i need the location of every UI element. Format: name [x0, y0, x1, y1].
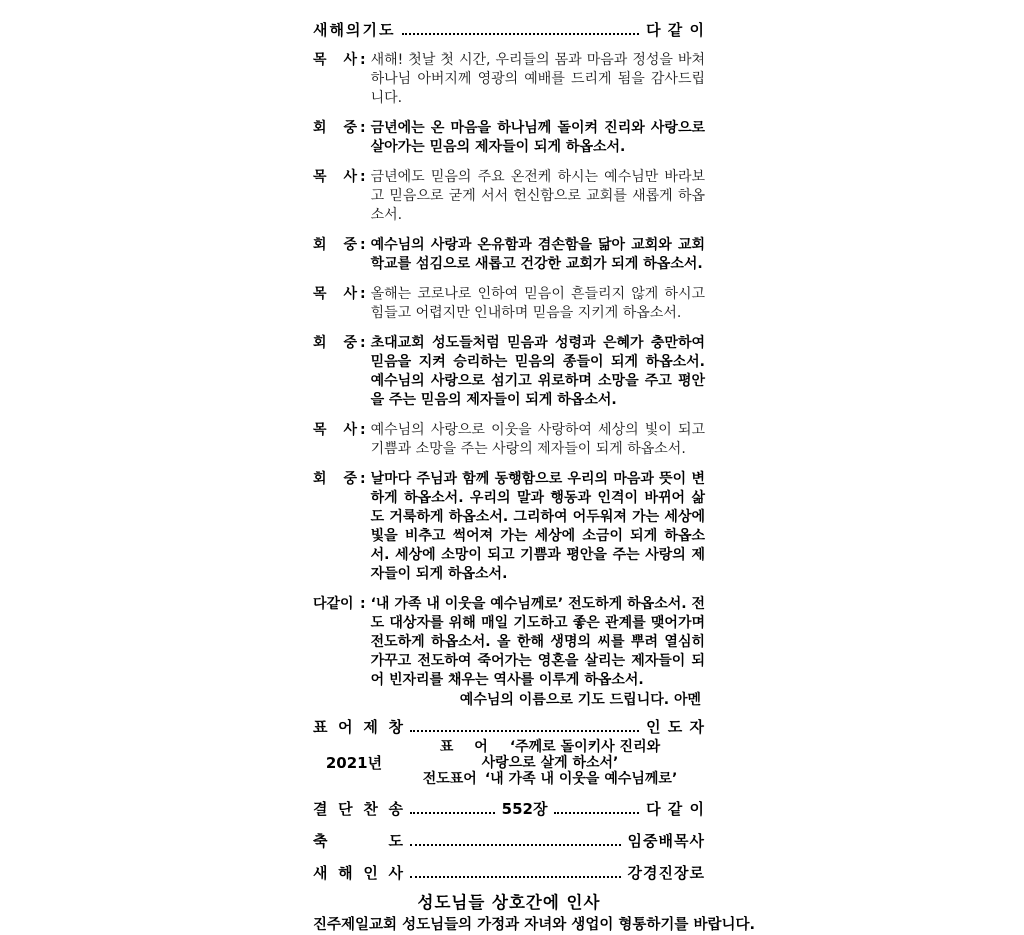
- dotted-leader: [410, 835, 621, 846]
- new-year-greeting-performer: 강경진장로: [627, 864, 705, 882]
- motto-recitation-title: 표 어 제 창: [313, 718, 403, 736]
- motto-recitation-heading: [313, 717, 705, 737]
- speaker-label: 목 사: [313, 169, 357, 185]
- speaker-label: 회 중: [313, 120, 357, 136]
- response-pastor-4: [313, 421, 705, 459]
- response-congregation-1: [313, 119, 705, 157]
- speaker-colon: :: [360, 335, 366, 351]
- response-text: 금년에도 믿음의 주요 온전케 하시는 예수님만 바라보고 믿음으로 굳게 서서 헌신함으로 교회를 새롭게 하옵소서.: [370, 169, 705, 223]
- speaker-colon: :: [360, 596, 366, 612]
- speaker-label: 회 중: [313, 335, 357, 351]
- motto-year: 2021년: [325, 754, 383, 772]
- motto-line-1: [395, 739, 705, 755]
- motto-lines: [395, 739, 705, 787]
- speaker-label: 회 중: [313, 471, 357, 487]
- dotted-leader: [554, 803, 639, 814]
- closing-hymn-title: 결 단 찬 송: [313, 800, 403, 818]
- speaker-colon: :: [360, 286, 366, 302]
- response-text: 금년에는 온 마음을 하나님께 돌이켜 진리와 사랑으로 살아가는 믿음의 제자들이 되게 하옵소서.: [370, 120, 705, 155]
- benediction-row: [313, 831, 705, 851]
- new-year-greeting-title: 새 해 인 사: [313, 864, 403, 882]
- evangelism-motto-label: 전도표어: [422, 771, 477, 787]
- speaker-colon: :: [360, 120, 366, 136]
- response-text: 날마다 주님과 함께 동행함으로 우리의 마음과 뜻이 변하게 하옵소서. 우리의 말과 행동과 인격이 바뀌어 삶도 거룩하게 하옵소서. 그리하여 어두워져 가는 세상에 빛을 비추고 썩어져 가는 세상에 소금이 되게 하옵소서. 세상에 소망이 되고 기쁨과 평안을 주는 사랑의 제자들이 되게 하옵소서.: [370, 471, 705, 582]
- new-year-greeting-row: [313, 863, 705, 883]
- closing-hymn-row: [313, 799, 705, 819]
- new-year-prayer-performer: 다 같 이: [646, 21, 705, 39]
- speaker-label: 다같이: [313, 596, 354, 612]
- benediction-title: 축 도: [313, 832, 403, 850]
- motto-block: [313, 739, 705, 787]
- motto-text-1: ‘주께로 돌이키사 진리와: [509, 739, 661, 755]
- speaker-colon: :: [360, 52, 366, 68]
- response-text: 예수님의 사랑과 온유함과 겸손함을 닮아 교회와 교회학교를 섬김으로 새롭고 건강한 교회가 되게 하옵소서.: [370, 237, 705, 272]
- response-pastor-2: [313, 168, 705, 225]
- motto-line-2: [395, 755, 705, 771]
- mutual-greeting-line: 성도님들 상호간에 인사: [417, 893, 601, 912]
- speaker-label: 목 사: [313, 286, 357, 302]
- speaker-label: 목 사: [313, 422, 357, 438]
- motto-line-3: [395, 771, 705, 787]
- response-text: ‘내 가족 내 이웃을 예수님께로’ 전도하게 하옵소서. 전도 대상자를 위해 매일 기도하고 좋은 관계를 맺어가며 전도하게 하옵소서. 올 한해 생명의 씨를 뿌려 열심히 가꾸고 전도하여 죽어가는 영혼을 살리는 제자들이 되어 빈자리를 채우는 역사를 이루게 하옵소서.: [370, 596, 705, 688]
- closing-hymn-performer: 다 같 이: [646, 800, 706, 818]
- speaker-colon: :: [360, 169, 366, 185]
- response-text: 새해! 첫날 첫 시간, 우리들의 몸과 마음과 정성을 바쳐 하나님 아버지께 영광의 예배를 드리게 됨을 감사드립니다.: [370, 52, 705, 106]
- response-text: 예수님의 사랑으로 이웃을 사랑하여 세상의 빛이 되고 기쁨과 소망을 주는 사랑의 제자들이 되게 하옵소서.: [370, 422, 705, 457]
- response-text: 초대교회 성도들처럼 믿음과 성령과 은혜가 충만하여 믿음을 지켜 승리하는 믿음의 종들이 되게 하옵소서. 예수님의 사랑으로 섬기고 위로하며 소망을 주고 평안을 주는 믿음의 제자들이 되게 하옵소서.: [370, 335, 705, 408]
- speaker-colon: :: [360, 237, 366, 253]
- benediction-performer: 임중배목사: [627, 832, 705, 850]
- speaker-label: 회 중: [313, 237, 357, 253]
- response-congregation-4: [313, 470, 705, 584]
- dotted-leader: [410, 867, 621, 878]
- bulletin-page: [313, 20, 755, 935]
- hymn-number: 552장: [501, 800, 548, 818]
- response-all-together: [313, 595, 705, 690]
- response-text: 올해는 코로나로 인하여 믿음이 흔들리지 않게 하시고 힘들고 어렵지만 인내하며 믿음을 지키게 하옵소서.: [370, 286, 705, 321]
- dotted-leader: [402, 24, 639, 35]
- new-year-prayer-title: 새해의기도: [313, 21, 396, 39]
- blessing-line: 진주제일교회 성도님들의 가정과 자녀와 생업이 형통하기를 바랍니다.: [313, 917, 755, 933]
- motto-recitation-performer: 인 도 자: [646, 718, 705, 736]
- motto-label: 표 어: [439, 739, 496, 755]
- speaker-colon: :: [360, 422, 366, 438]
- response-congregation-3: [313, 334, 705, 410]
- amen-line: 예수님의 이름으로 기도 드립니다. 아멘: [459, 692, 701, 708]
- motto-text-3: ‘내 가족 내 이웃을 예수님께로’: [484, 771, 678, 787]
- speaker-label: 목 사: [313, 52, 357, 68]
- new-year-prayer-heading: [313, 20, 705, 40]
- dotted-leader: [410, 803, 495, 814]
- motto-text-2: 사랑으로 살게 하소서’: [481, 755, 619, 771]
- response-pastor-3: [313, 285, 705, 323]
- response-congregation-2: [313, 236, 705, 274]
- response-pastor-1: [313, 51, 705, 108]
- speaker-colon: :: [360, 471, 366, 487]
- dotted-leader: [410, 721, 639, 732]
